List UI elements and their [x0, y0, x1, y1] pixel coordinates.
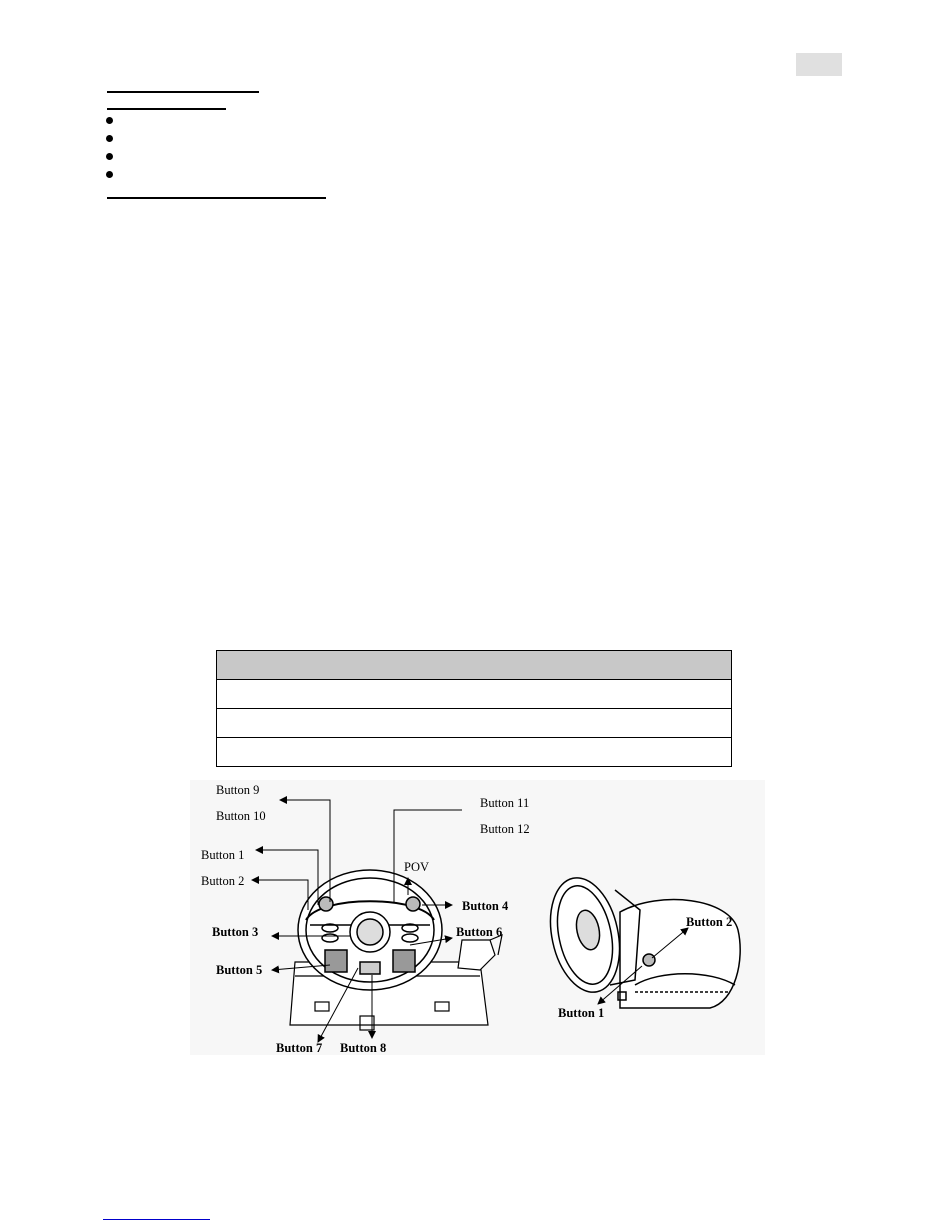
wheel-illustration	[190, 780, 765, 1055]
table-row	[217, 680, 732, 709]
label-button-5: Button 5	[216, 963, 263, 977]
label-button-6: Button 6	[456, 925, 503, 939]
label-button-9: Button 9	[216, 783, 260, 797]
spec-table	[216, 650, 732, 767]
page-header-tag	[796, 53, 842, 76]
label-button-4: Button 4	[462, 899, 509, 913]
label-button-8: Button 8	[340, 1041, 387, 1055]
wheel-button-diagram	[190, 780, 765, 1055]
list-bullet	[106, 171, 113, 178]
subheading-underline	[107, 108, 226, 110]
section-heading-underline	[107, 197, 326, 199]
table-cell	[217, 738, 732, 767]
label-button-2: Button 2	[201, 874, 245, 888]
table-header-row	[217, 651, 732, 680]
label-button-3: Button 3	[212, 925, 259, 939]
list-bullet	[106, 117, 113, 124]
label-pov: POV	[404, 860, 430, 874]
label-button-7: Button 7	[276, 1041, 323, 1055]
label-button-11: Button 11	[480, 796, 530, 810]
label-button-12: Button 12	[480, 822, 530, 836]
side-label-button-1: Button 1	[558, 1006, 605, 1020]
label-button-1: Button 1	[201, 848, 245, 862]
front-wheel	[298, 870, 442, 990]
list-bullet	[106, 135, 113, 142]
table-row	[217, 709, 732, 738]
table-header-cell	[217, 651, 732, 680]
footer-link-underline[interactable]	[103, 1219, 210, 1220]
list-bullet	[106, 153, 113, 160]
table-cell	[217, 680, 732, 709]
table-row	[217, 738, 732, 767]
side-label-button-2: Button 2	[686, 915, 733, 929]
table-cell	[217, 709, 732, 738]
section-heading-underline	[107, 91, 259, 93]
label-button-10: Button 10	[216, 809, 266, 823]
